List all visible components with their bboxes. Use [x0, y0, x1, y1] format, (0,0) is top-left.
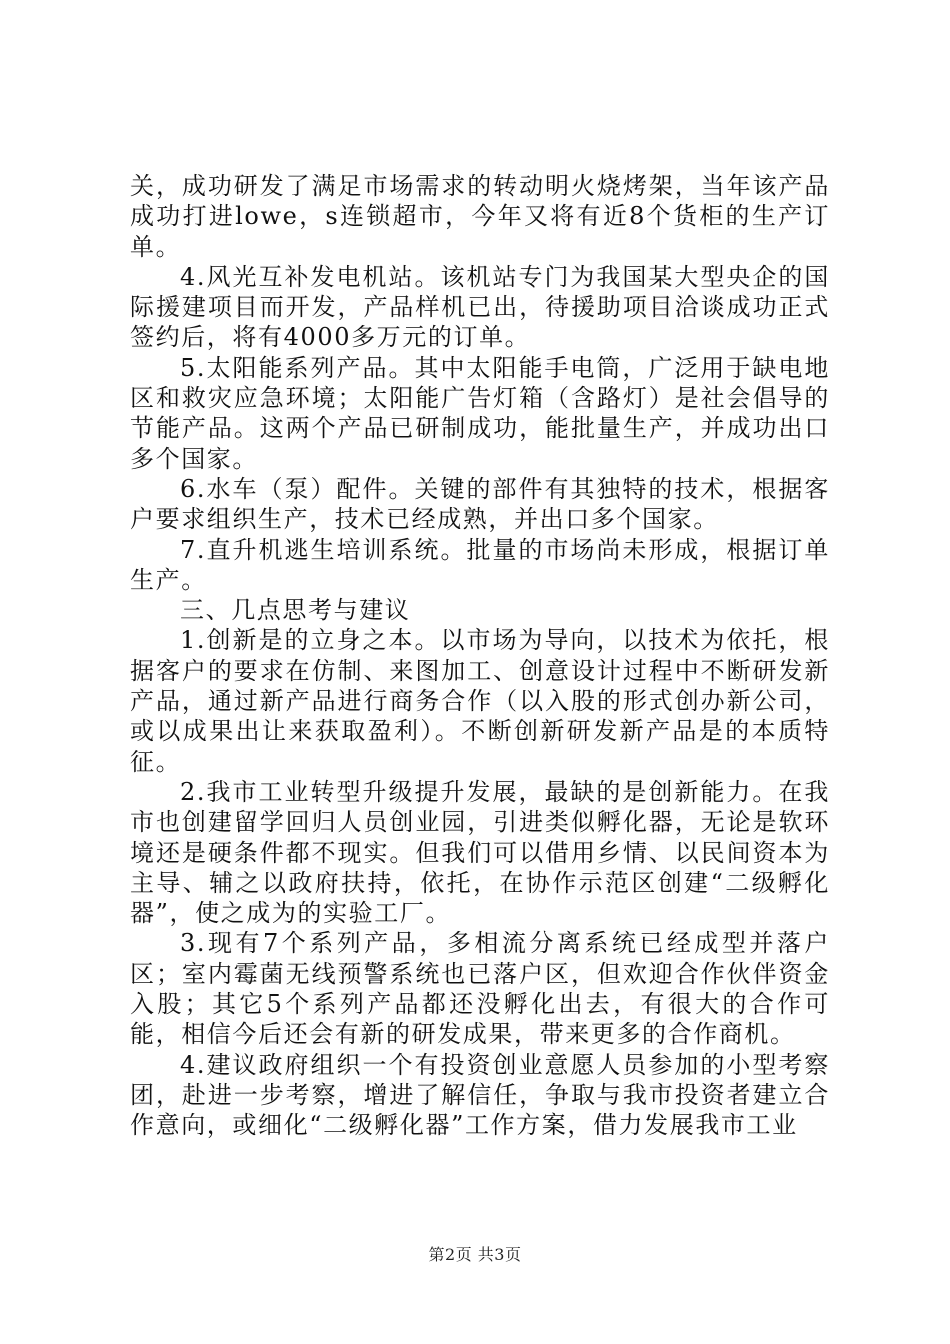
- page-number-footer: 第2页 共3页: [428, 1245, 522, 1264]
- paragraph-suggestion-3: 3.现有7个系列产品，多相流分离系统已经成型并落户区；室内霉菌无线预警系统也已落户区，但欢迎合作伙伴资金入股；其它5个系列产品都还没孵化出去，有很大的合作可能，相信今后还会有新的研发成果，带来更多的合作商机。: [130, 929, 830, 1049]
- paragraph-item-6: 6.水车（泵）配件。关键的部件有其独特的技术，根据客户要求组织生产，技术已经成熟，并出口多个国家。: [130, 474, 830, 534]
- paragraph-suggestion-2: 2.我市工业转型升级提升发展，最缺的是创新能力。在我市也创建留学回归人员创业园，引进类似孵化器，无论是软环境还是硬条件都不现实。但我们可以借用乡情、以民间资本为主导、辅之以政府扶持，依托，在协作示范区创建“二级孵化器”，使之成为的实验工厂。: [130, 777, 830, 928]
- paragraph-item-7: 7.直升机逃生培训系统。批量的市场尚未形成，根据订单生产。: [130, 535, 830, 594]
- paragraph-item-5: 5.太阳能系列产品。其中太阳能手电筒，广泛用于缺电地区和救灾应急环境；太阳能广告灯箱（含路灯）是社会倡导的节能产品。这两个产品已研制成功，能批量生产，并成功出口多个国家。: [130, 353, 830, 473]
- section-heading: 三、几点思考与建议: [180, 596, 411, 625]
- paragraph-item-4: 4.风光互补发电机站。该机站专门为我国某大型央企的国际援建项目而开发，产品样机已出，待援助项目洽谈成功正式签约后，将有4000多万元的订单。: [130, 262, 830, 352]
- paragraph-suggestion-4: 4.建议政府组织一个有投资创业意愿人员参加的小型考察团，赴进一步考察，增进了解信任，争取与我市投资者建立合作意向，或细化“二级孵化器”工作方案，借力发展我市工业: [130, 1050, 830, 1140]
- paragraph-continuation: 关，成功研发了满足市场需求的转动明火烧烤架，当年该产品成功打进lowe，s连锁超市，今年又将有近8个货柜的生产订单。: [130, 172, 830, 261]
- document-body: [130, 171, 830, 1141]
- paragraph-suggestion-1: 1.创新是的立身之本。以市场为导向，以技术为依托，根据客户的要求在仿制、来图加工、创意设计过程中不断研发新产品，通过新产品进行商务合作（以入股的形式创办新公司，或以成果出让来获取盈利）。不断创新研发新产品是的本质特征。: [130, 626, 830, 776]
